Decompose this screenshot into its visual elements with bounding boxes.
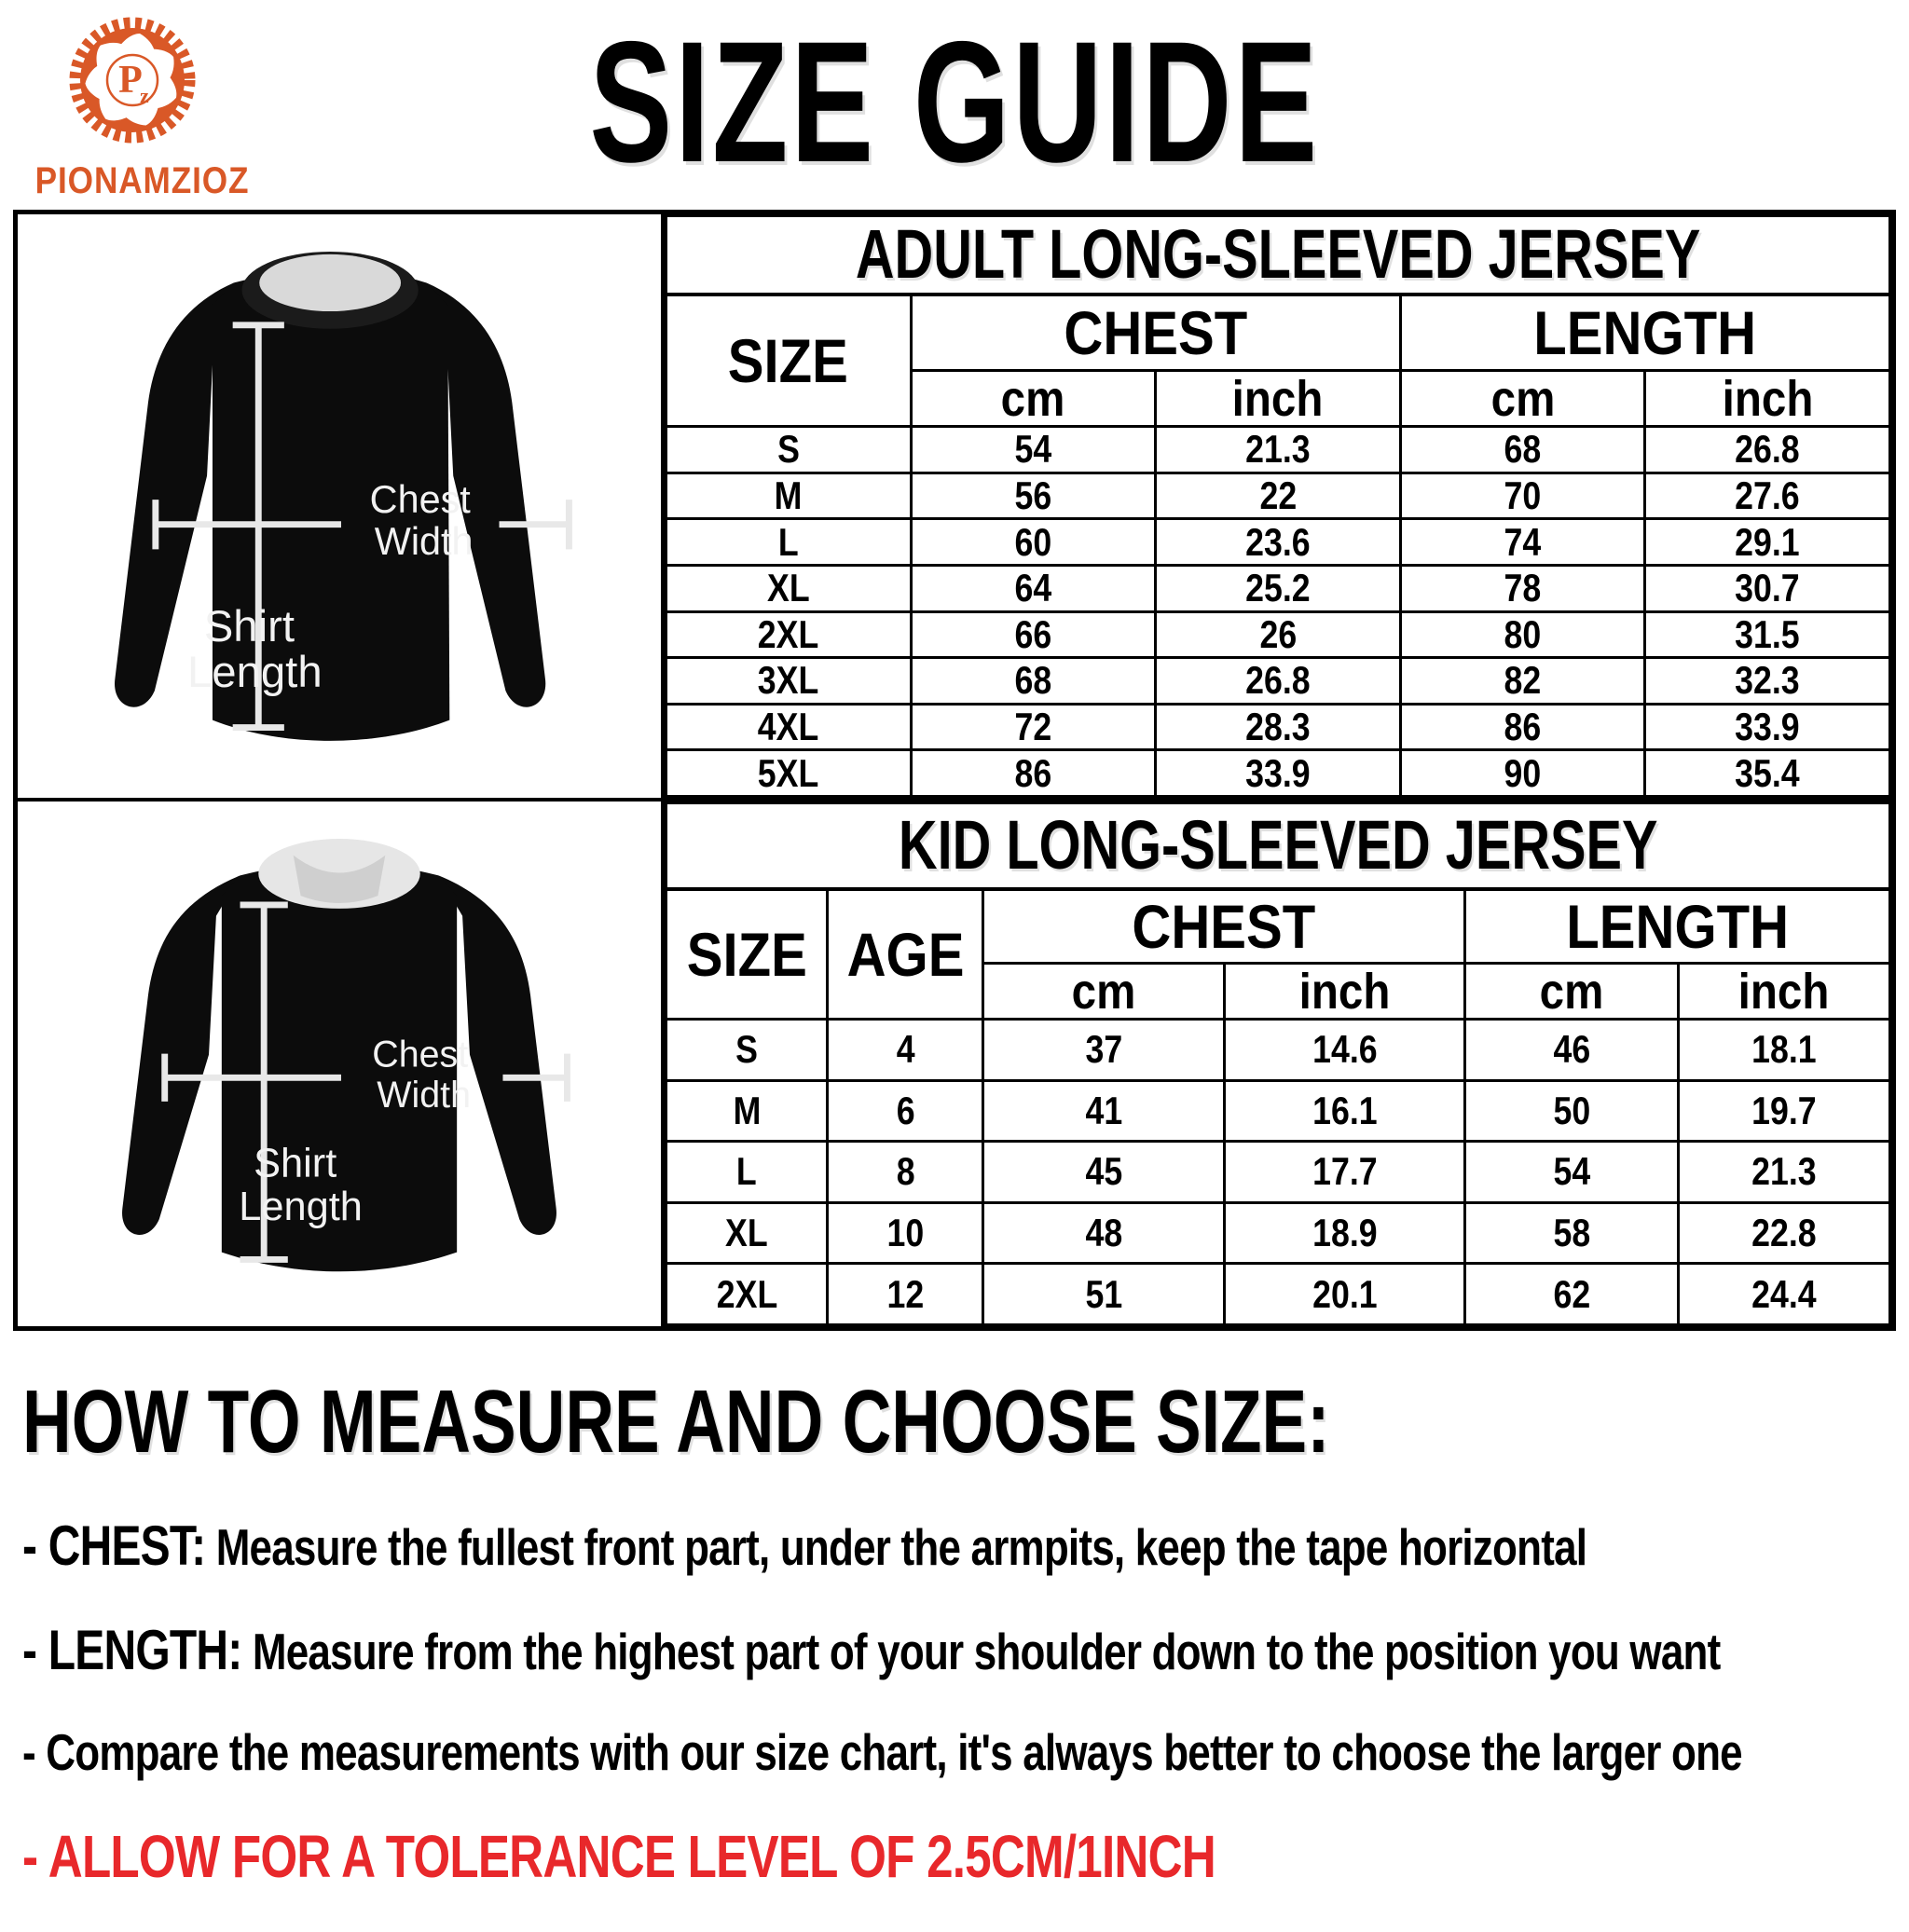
unit-header-cm: cm xyxy=(1071,963,1136,1020)
length-cm-cell: 58 xyxy=(1553,1211,1590,1255)
table-row xyxy=(666,519,1890,566)
chest-cm-cell: 37 xyxy=(1085,1027,1122,1072)
col-header-size: SIZE xyxy=(728,325,849,395)
instruction-chest xyxy=(22,1514,1587,1577)
chest-inch-cell: 18.9 xyxy=(1312,1211,1378,1255)
length-cm-cell: 86 xyxy=(1504,705,1542,749)
chest-inch-cell: 28.3 xyxy=(1245,705,1311,749)
table-row xyxy=(666,889,1890,964)
instruction-text: - Compare the measurements with our size chart, it's always better to choose the larger one xyxy=(22,1723,1742,1781)
chest-inch-cell: 25.2 xyxy=(1245,566,1311,610)
adult-shirt-image xyxy=(18,214,661,798)
chest-inch-cell: 17.7 xyxy=(1312,1149,1378,1194)
length-cm-cell: 74 xyxy=(1504,519,1542,564)
unit-header-cm: cm xyxy=(1539,963,1604,1020)
length-inch-cell: 22.8 xyxy=(1751,1211,1817,1255)
instruction-length xyxy=(22,1619,1721,1681)
chest-cm-cell: 51 xyxy=(1085,1271,1122,1316)
length-cm-cell: 46 xyxy=(1553,1027,1590,1072)
chest-cm-cell: 72 xyxy=(1014,705,1052,749)
adult-size-table xyxy=(665,214,1891,798)
instruction-tolerance xyxy=(22,1824,1517,1889)
kid-size-table xyxy=(665,802,1891,1326)
adult-shirt-diagram xyxy=(18,214,665,802)
kid-shirt-image xyxy=(18,802,661,1326)
size-cell: 3XL xyxy=(758,658,819,703)
unit-header-cm: cm xyxy=(1490,370,1555,427)
chest-width-label-line1: Chest xyxy=(372,1034,469,1076)
table-row xyxy=(666,427,1890,473)
table-row xyxy=(666,1020,1890,1081)
size-cell: 2XL xyxy=(758,611,819,656)
age-cell: 10 xyxy=(886,1211,925,1255)
size-cell: 5XL xyxy=(758,750,819,795)
instructions-section xyxy=(22,1372,1890,1932)
size-cell: M xyxy=(774,473,803,517)
col-header-age: AGE xyxy=(846,919,965,989)
chest-inch-cell: 14.6 xyxy=(1312,1027,1378,1072)
logo-monogram-small: z xyxy=(140,84,149,107)
length-inch-cell: 21.3 xyxy=(1751,1149,1817,1194)
table-row xyxy=(666,1142,1890,1203)
table-row xyxy=(666,1080,1890,1142)
unit-header-inch: inch xyxy=(1232,370,1324,427)
length-cm-cell: 50 xyxy=(1553,1088,1590,1132)
shirt-length-label-line2: Length xyxy=(186,648,323,698)
chest-cm-cell: 86 xyxy=(1014,750,1052,795)
age-cell: 12 xyxy=(886,1271,925,1316)
length-inch-cell: 35.4 xyxy=(1735,750,1800,795)
unit-header-inch: inch xyxy=(1722,370,1814,427)
chest-cm-cell: 54 xyxy=(1014,427,1052,472)
length-cm-cell: 82 xyxy=(1504,658,1542,703)
length-inch-cell: 33.9 xyxy=(1735,705,1800,749)
shirt-length-label-line1: Shirt xyxy=(254,1141,337,1186)
col-header-chest: CHEST xyxy=(1064,297,1248,367)
chest-width-label-line2: Width xyxy=(377,1074,472,1116)
size-cell: L xyxy=(777,519,799,564)
chest-inch-cell: 33.9 xyxy=(1245,750,1311,795)
length-cm-cell: 90 xyxy=(1504,750,1542,795)
instruction-text: Measure the fullest front part, under the armpits, keep the tape horizontal xyxy=(205,1518,1587,1576)
length-inch-cell: 31.5 xyxy=(1735,611,1800,656)
age-cell: 6 xyxy=(896,1088,915,1132)
table-row xyxy=(666,611,1890,658)
size-cell: S xyxy=(735,1027,759,1072)
chest-cm-cell: 45 xyxy=(1085,1149,1122,1194)
shirt-length-label-line2: Length xyxy=(239,1185,363,1230)
col-header-chest: CHEST xyxy=(1132,891,1316,961)
size-cell: XL xyxy=(725,1211,768,1255)
instruction-label: - CHEST: xyxy=(22,1514,206,1577)
instruction-compare xyxy=(22,1723,1742,1781)
length-inch-cell: 24.4 xyxy=(1751,1271,1817,1316)
size-cell: L xyxy=(736,1149,758,1194)
length-cm-cell: 80 xyxy=(1504,611,1542,656)
brand-name: PIONAMZIOZ xyxy=(34,160,250,201)
shirt-length-label-line1: Shirt xyxy=(203,601,295,651)
unit-header-inch: inch xyxy=(1738,963,1830,1020)
length-cm-cell: 70 xyxy=(1504,473,1542,517)
length-inch-cell: 29.1 xyxy=(1735,519,1800,564)
size-cell: XL xyxy=(766,566,810,610)
chest-cm-cell: 48 xyxy=(1085,1211,1122,1255)
instruction-label: - LENGTH: xyxy=(22,1619,242,1681)
instructions-heading: HOW TO MEASURE AND CHOOSE SIZE: xyxy=(22,1372,1330,1472)
kid-shirt-diagram xyxy=(18,802,665,1326)
page-title: SIZE GUIDE xyxy=(589,7,1320,199)
size-cell: 2XL xyxy=(716,1271,777,1316)
length-cm-cell: 62 xyxy=(1553,1271,1590,1316)
chest-inch-cell: 23.6 xyxy=(1245,519,1311,564)
chest-cm-cell: 56 xyxy=(1014,473,1052,517)
length-inch-cell: 27.6 xyxy=(1735,473,1800,517)
table-row xyxy=(666,704,1890,750)
col-header-length: LENGTH xyxy=(1533,297,1757,367)
chest-inch-cell: 26 xyxy=(1259,611,1297,656)
table-row xyxy=(666,565,1890,611)
length-cm-cell: 54 xyxy=(1553,1149,1590,1194)
age-cell: 8 xyxy=(896,1149,915,1194)
unit-header-inch: inch xyxy=(1298,963,1391,1020)
chest-cm-cell: 60 xyxy=(1014,519,1052,564)
page-title-wrap xyxy=(0,7,1909,199)
chest-cm-cell: 66 xyxy=(1014,611,1052,656)
chest-width-label-line2: Width xyxy=(374,520,474,564)
adult-table-panel xyxy=(665,214,1891,802)
chest-inch-cell: 20.1 xyxy=(1312,1271,1378,1316)
length-inch-cell: 32.3 xyxy=(1735,658,1800,703)
size-cell: M xyxy=(733,1088,762,1132)
size-cell: S xyxy=(776,427,800,472)
chest-inch-cell: 21.3 xyxy=(1245,427,1311,472)
chest-cm-cell: 64 xyxy=(1014,566,1052,610)
length-inch-cell: 19.7 xyxy=(1751,1088,1817,1132)
col-header-length: LENGTH xyxy=(1566,891,1790,961)
chest-inch-cell: 26.8 xyxy=(1245,658,1311,703)
size-cell: 4XL xyxy=(758,705,819,749)
table-row xyxy=(666,750,1890,797)
chest-inch-cell: 22 xyxy=(1259,473,1297,517)
instruction-text: Measure from the highest part of your shoulder down to the position you want xyxy=(241,1623,1721,1680)
table-row xyxy=(666,658,1890,705)
instruction-text-alert: - ALLOW FOR A TOLERANCE LEVEL OF 2.5CM/1INCH xyxy=(22,1822,1215,1890)
chest-width-label-line1: Chest xyxy=(369,477,471,521)
logo-monogram-large: P xyxy=(118,59,143,102)
chest-cm-cell: 68 xyxy=(1014,658,1052,703)
chest-inch-cell: 16.1 xyxy=(1312,1088,1378,1132)
size-guide-panel xyxy=(13,210,1896,1331)
col-header-size: SIZE xyxy=(686,919,807,989)
table-row xyxy=(666,1202,1890,1264)
adult-table-title: ADULT LONG-SLEEVED JERSEY xyxy=(855,215,1701,294)
length-inch-cell: 26.8 xyxy=(1735,427,1800,472)
length-inch-cell: 18.1 xyxy=(1751,1027,1817,1072)
kid-table-panel xyxy=(665,802,1891,1326)
length-cm-cell: 68 xyxy=(1504,427,1542,472)
length-inch-cell: 30.7 xyxy=(1735,566,1800,610)
length-cm-cell: 78 xyxy=(1504,566,1542,610)
table-row xyxy=(666,803,1890,889)
table-row xyxy=(666,295,1890,371)
age-cell: 4 xyxy=(896,1027,915,1072)
chest-cm-cell: 41 xyxy=(1085,1088,1122,1132)
table-row xyxy=(666,473,1890,519)
unit-header-cm: cm xyxy=(1001,370,1065,427)
kid-table-title: KID LONG-SLEEVED JERSEY xyxy=(898,806,1658,884)
table-row xyxy=(666,216,1890,295)
table-row xyxy=(666,1264,1890,1325)
